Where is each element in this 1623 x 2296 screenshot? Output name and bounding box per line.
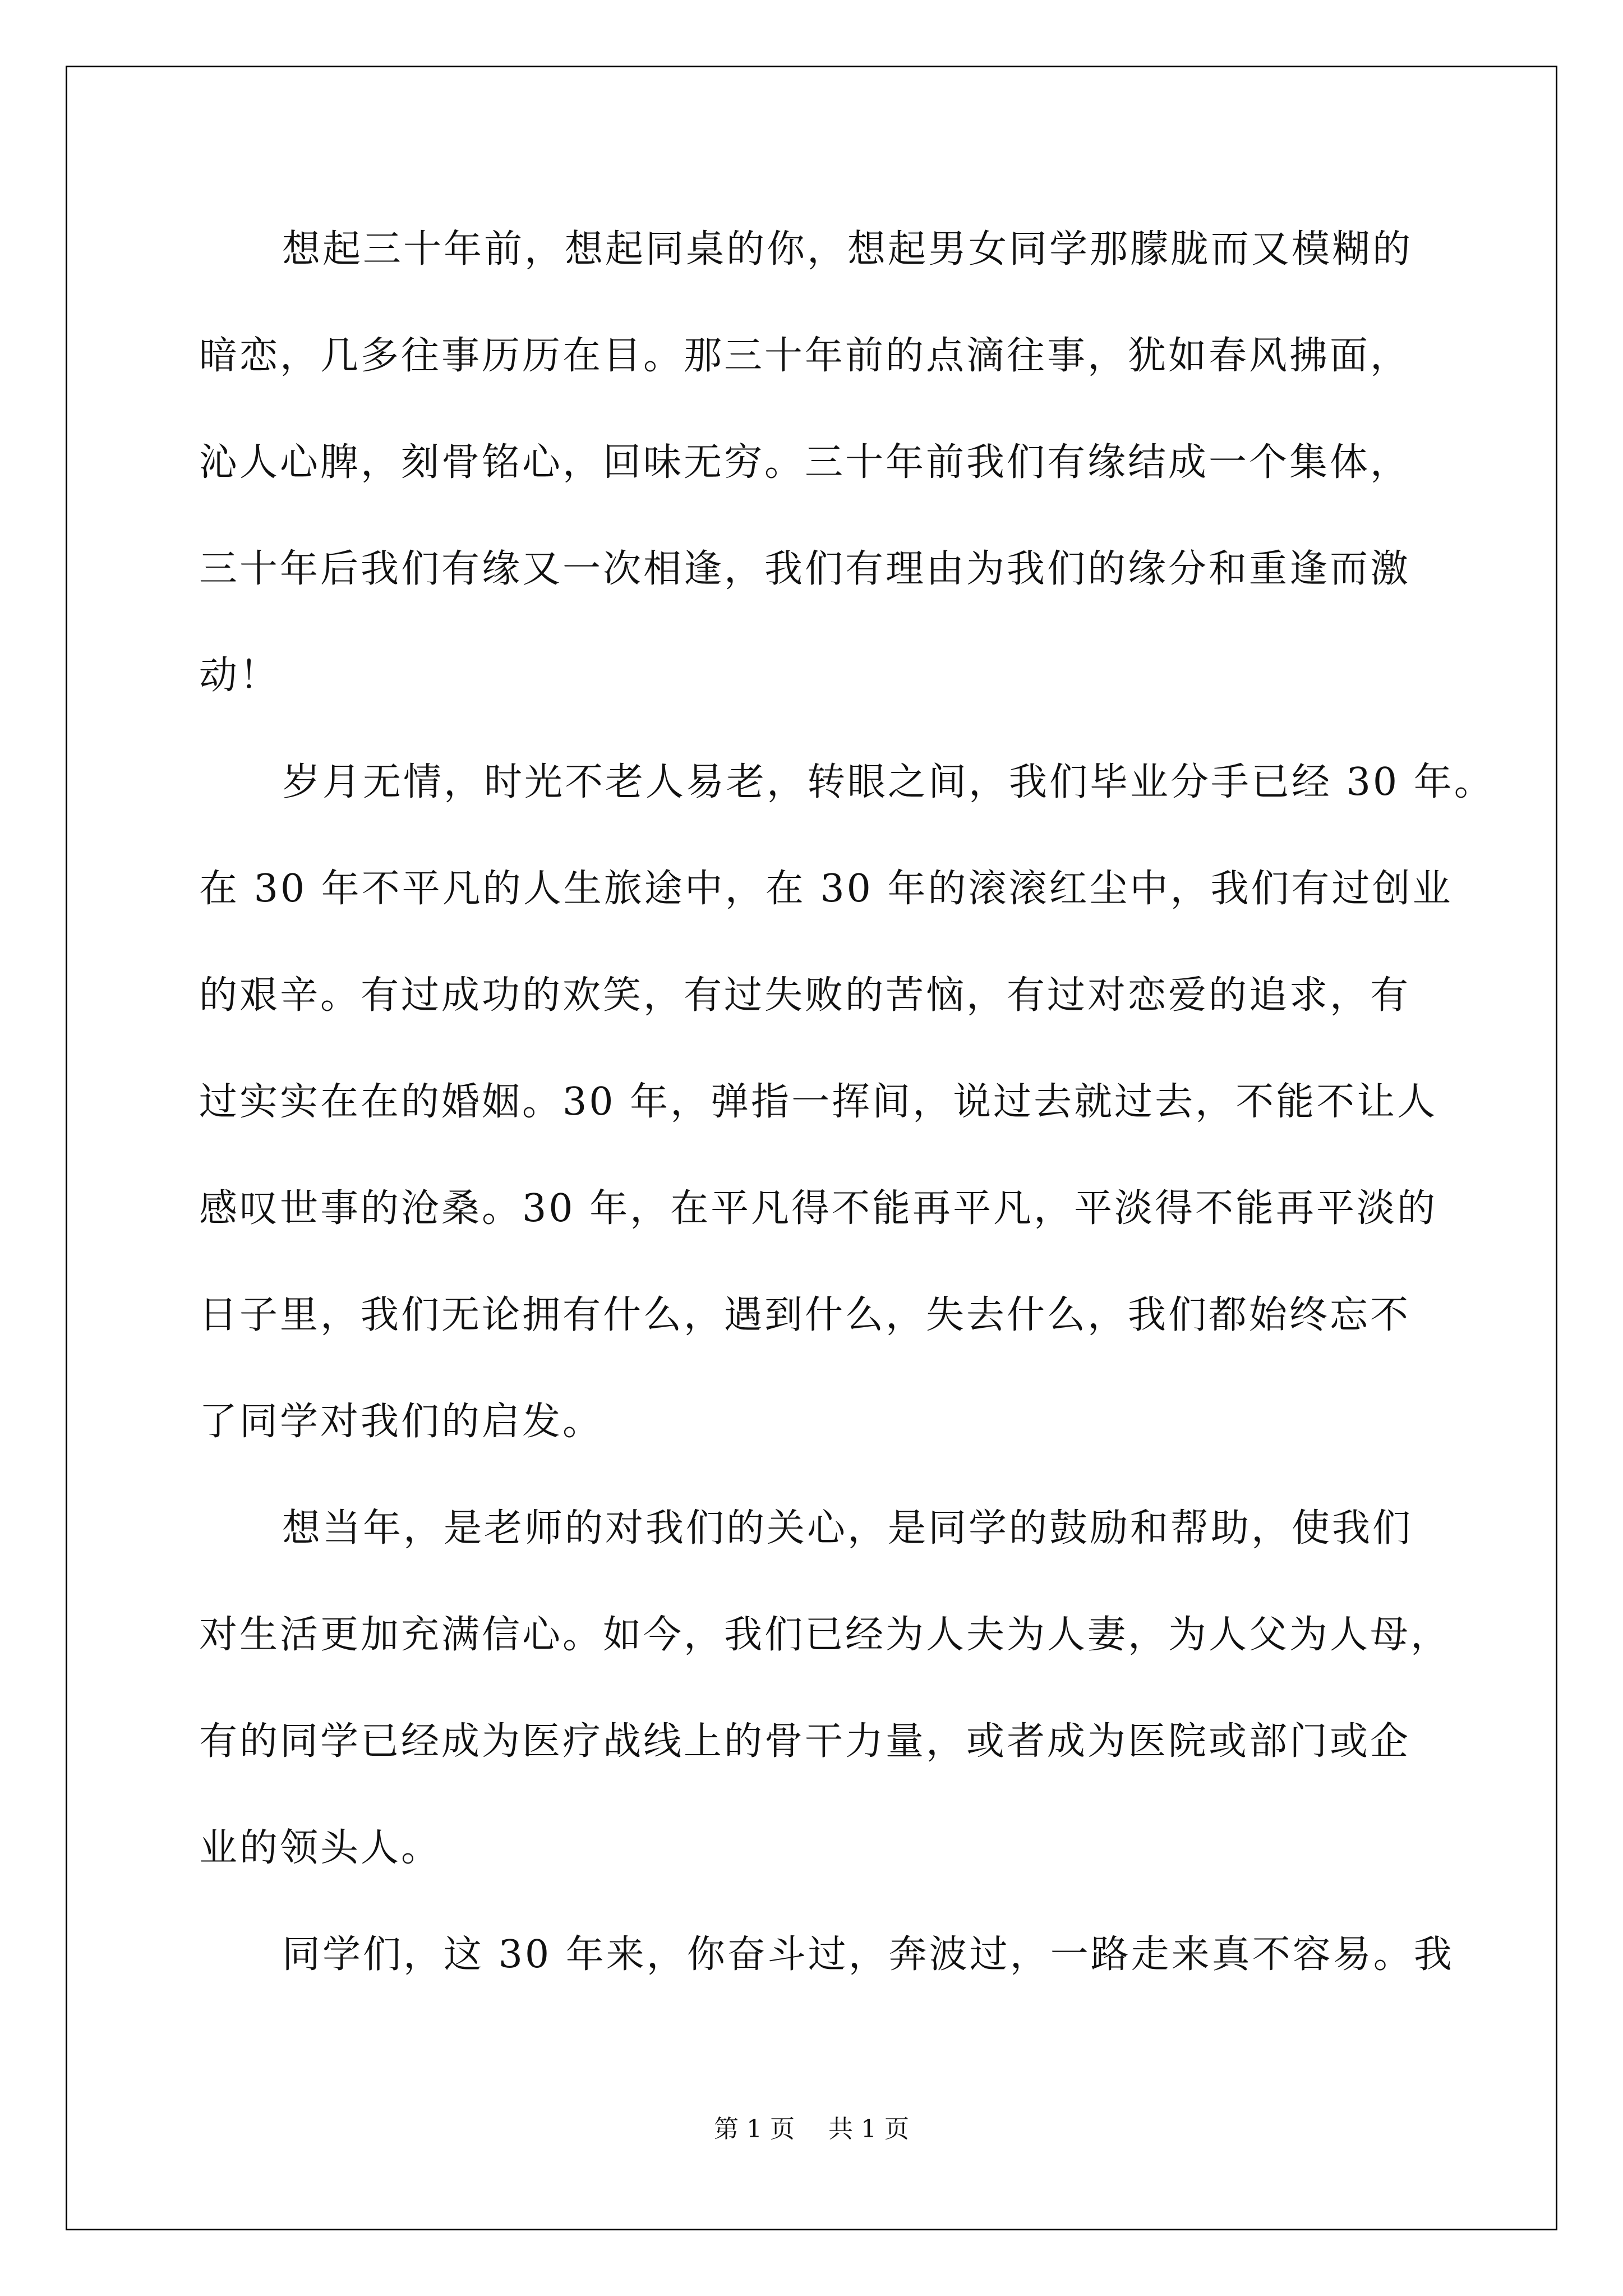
paragraph-2-line-6: 日子里，我们无论拥有什么，遇到什么，失去什么，我们都始终忘不 bbox=[199, 1293, 1411, 1337]
page-total-label: 共 1 页 bbox=[828, 2115, 909, 2143]
paragraph-2-line-7: 了同学对我们的启发。 bbox=[199, 1400, 603, 1444]
paragraph-3-line-4: 业的领头人。 bbox=[199, 1826, 442, 1870]
paragraph-3-line-2: 对生活更加充满信心。如今，我们已经为人夫为人妻，为人父为人母， bbox=[199, 1613, 1451, 1657]
page-border bbox=[66, 66, 1557, 2230]
paragraph-2-line-1: 岁月无情，时光不老人易老，转眼之间，我们毕业分手已经 30 年。 bbox=[282, 760, 1495, 804]
paragraph-3-line-3: 有的同学已经成为医疗战线上的骨干力量，或者成为医院或部门或企 bbox=[199, 1719, 1411, 1764]
paragraph-2-line-5: 感叹世事的沧桑。30 年，在平凡得不能再平凡，平淡得不能再平淡的 bbox=[199, 1186, 1438, 1231]
paragraph-1-line-5: 动！ bbox=[199, 654, 280, 698]
page-number-label: 第 1 页 bbox=[714, 2115, 795, 2143]
paragraph-2-line-2: 在 30 年不平凡的人生旅途中，在 30 年的滚滚红尘中，我们有过创业 bbox=[199, 867, 1453, 911]
paragraph-3-line-1: 想当年，是老师的对我们的关心，是同学的鼓励和帮助，使我们 bbox=[282, 1506, 1413, 1550]
paragraph-1-line-1: 想起三十年前，想起同桌的你，想起男女同学那朦胧而又模糊的 bbox=[282, 227, 1413, 272]
paragraph-4-line-1: 同学们，这 30 年来，你奋斗过，奔波过，一路走来真不容易。我 bbox=[282, 1932, 1454, 1977]
paragraph-2-line-3: 的艰辛。有过成功的欢笑，有过失败的苦恼，有过对恋爱的追求，有 bbox=[199, 973, 1411, 1018]
paragraph-1-line-4: 三十年后我们有缘又一次相逢，我们有理由为我们的缘分和重逢而激 bbox=[199, 547, 1411, 591]
paragraph-1-line-3: 沁人心脾，刻骨铭心，回味无穷。三十年前我们有缘结成一个集体， bbox=[199, 440, 1411, 485]
page-footer bbox=[0, 2114, 1623, 2145]
paragraph-1-line-2: 暗恋，几多往事历历在目。那三十年前的点滴往事，犹如春风拂面， bbox=[199, 334, 1411, 378]
paragraph-2-line-4: 过实实在在的婚姻。30 年，弹指一挥间，说过去就过去，不能不让人 bbox=[199, 1080, 1438, 1124]
